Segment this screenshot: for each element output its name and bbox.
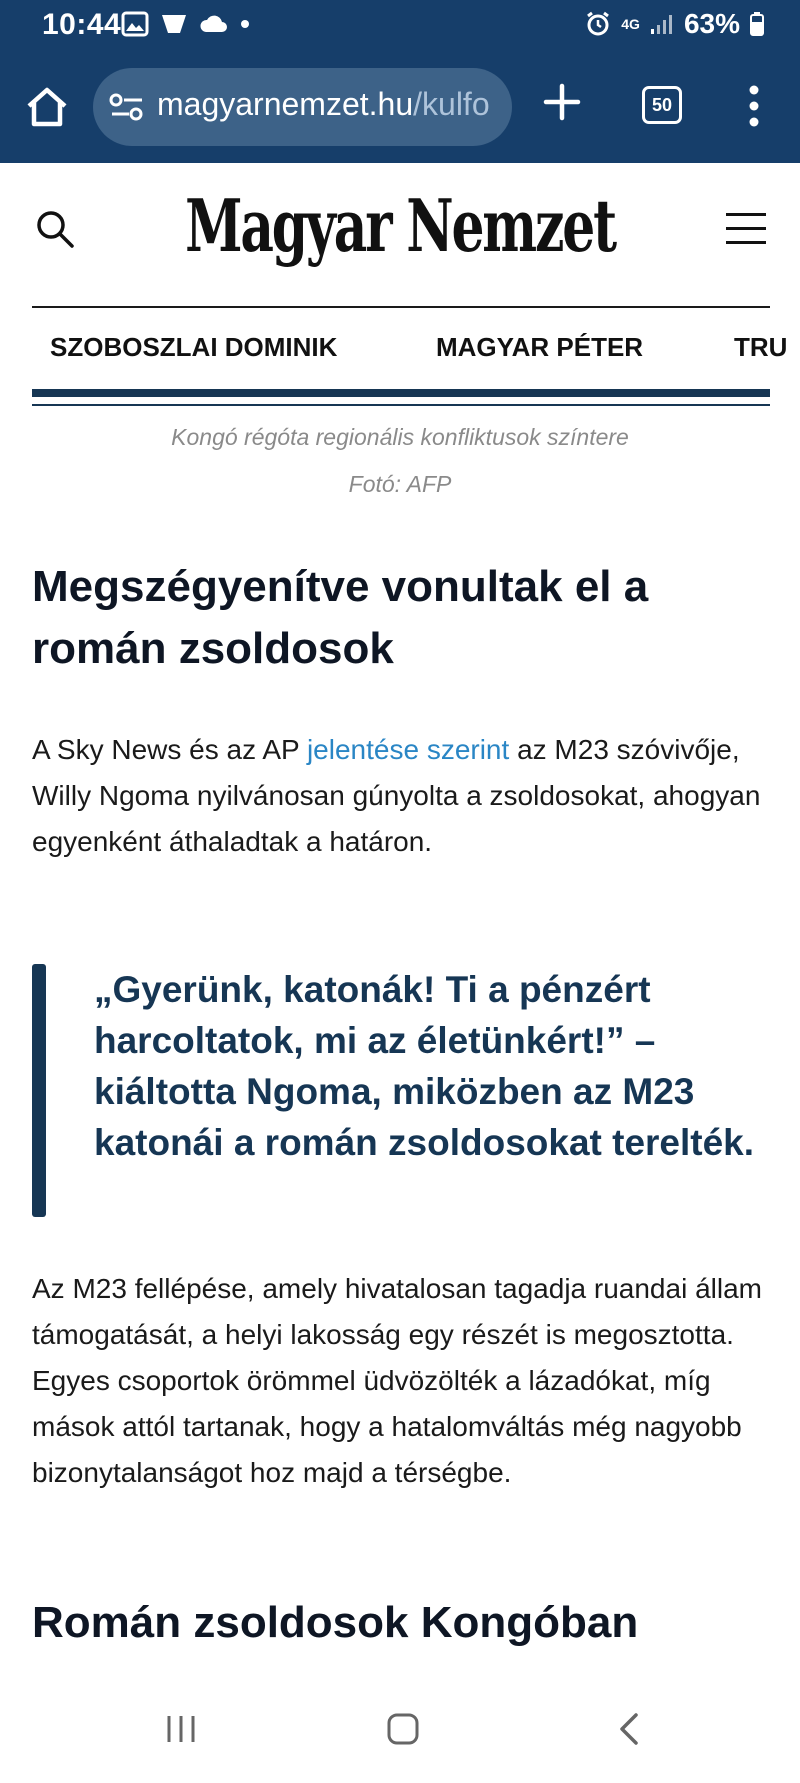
site-header xyxy=(0,163,800,306)
signal-icon xyxy=(650,13,674,35)
battery-percent: 63% xyxy=(683,8,740,39)
alarm-icon xyxy=(585,11,611,37)
paragraph-text: az M23 szóvivője, Willy Ngoma nyilvánosan gúnyolta a zsoldosokat, ahogyan egyenként áthaladtak a határon. xyxy=(32,734,761,857)
notification-icons xyxy=(122,12,250,36)
topic-link-szoboszlai[interactable]: SZOBOSZLAI DOMINIK xyxy=(50,332,338,362)
article-paragraph: Az M23 fellépése, amely hivatalosan tagadja ruandai állam támogatását, a helyi lakosság egy részét is megosztotta. Egyes csoportok örömmel üdvözölték a lázadókat, míg mások attól tartanak, hogy a hatalomváltás még nagyobb bizonytalanságot hoz majd a térségbe. xyxy=(32,1273,762,1488)
home-icon[interactable] xyxy=(24,84,70,130)
dot-icon xyxy=(240,19,250,29)
topic-nav xyxy=(32,306,788,394)
gallery-icon xyxy=(122,12,148,36)
browser-chrome xyxy=(0,0,800,163)
status-bar xyxy=(0,0,800,52)
plus-icon[interactable] xyxy=(542,82,582,122)
paragraph-text: A Sky News és az AP xyxy=(32,734,307,765)
url-text[interactable] xyxy=(157,86,490,123)
topic-link-magyar-peter[interactable]: MAGYAR PÉTER xyxy=(436,332,644,362)
network-type-label: 4G xyxy=(621,16,640,32)
system-nav-bar xyxy=(0,1690,800,1783)
source-link[interactable]: jelentése szerint xyxy=(306,734,510,765)
battery-icon xyxy=(750,12,764,36)
address-bar[interactable] xyxy=(93,68,512,146)
browser-toolbar xyxy=(0,60,800,156)
image-caption: Kongó régóta regionális konfliktusok színtere xyxy=(171,424,629,450)
quote-bar xyxy=(32,964,46,1217)
url-domain: magyarnemzet.hu xyxy=(157,86,414,122)
image-bottom-edge xyxy=(32,404,770,406)
pull-quote xyxy=(32,964,772,1217)
status-time: 10:44 xyxy=(42,8,122,41)
section-heading: Román zsoldosok Kongóban xyxy=(32,1598,639,1647)
home-nav-icon[interactable] xyxy=(386,1712,420,1746)
cloud-icon xyxy=(200,14,228,34)
nav-divider xyxy=(32,389,770,397)
back-icon[interactable] xyxy=(612,1712,646,1746)
tabs-icon[interactable]: 50 xyxy=(642,86,682,124)
section-heading: Megszégyenítve vonultak el a román zsoldosok xyxy=(32,562,649,673)
recent-apps-icon[interactable] xyxy=(164,1712,198,1746)
system-icons xyxy=(585,8,764,40)
more-vert-icon[interactable] xyxy=(744,84,764,128)
topic-link-tru[interactable]: TRU xyxy=(734,332,788,362)
site-logo[interactable]: Magyar Nemzet xyxy=(185,183,615,268)
shield-notification-icon xyxy=(160,13,188,35)
photo-credit: Fotó: AFP xyxy=(348,471,452,497)
quote-text: „Gyerünk, katonák! Ti a pénzért harcoltatok, mi az életünkért!” – kiáltotta Ngoma, miközben az M23 katonái a román zsoldosokat terelték. xyxy=(94,969,755,1163)
search-icon[interactable] xyxy=(34,208,76,250)
article-paragraph xyxy=(32,727,772,865)
url-path: /kulfo xyxy=(413,86,490,122)
hamburger-menu-icon[interactable] xyxy=(726,213,766,245)
site-settings-icon[interactable] xyxy=(109,92,145,122)
